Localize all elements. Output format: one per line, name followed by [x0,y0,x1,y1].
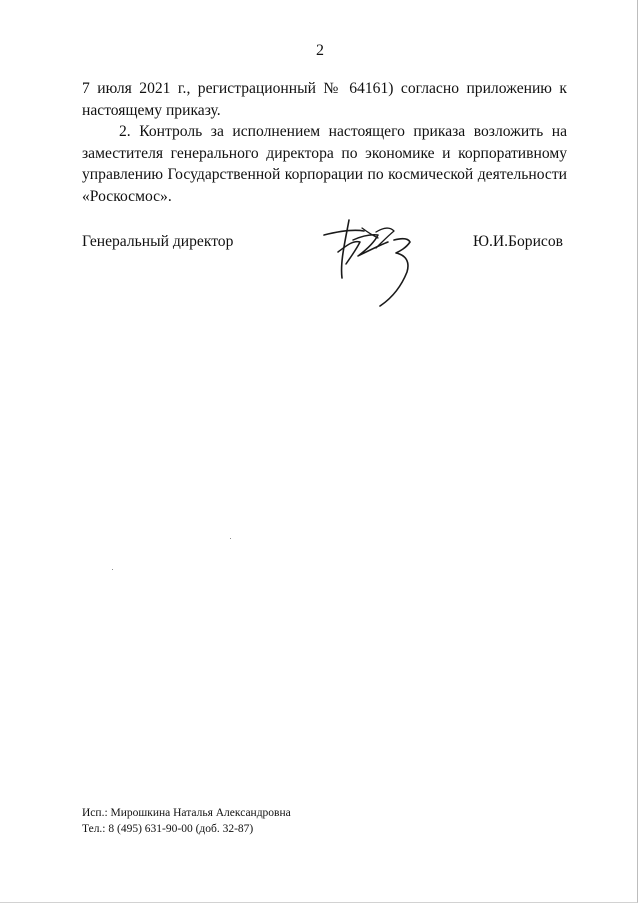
page-number: 2 [316,42,324,59]
executor-name: Исп.: Мирошкина Наталья Александровна [82,807,291,819]
handwritten-signature-icon [318,212,428,312]
scan-speck [230,538,231,539]
scan-speck [112,569,113,570]
executor-phone: Тел.: 8 (495) 631-90-00 (доб. 32-87) [82,823,254,835]
document-body [82,78,567,207]
signatory-name: Ю.И.Борисов [472,233,563,250]
paragraph-continuation: 7 июля 2021 г., регистрационный № 64161) согласно приложению к настоящему приказу. [82,80,567,119]
executor-info [82,805,291,837]
paragraph-control-clause: 2. Контроль за исполнением настоящего приказа возложить на заместителя генерального директора по экономике и корпоративному управлению Государственной корпорации по космической деятельности «Роскосмос». [82,123,567,205]
signatory-title: Генеральный директор [82,233,234,250]
